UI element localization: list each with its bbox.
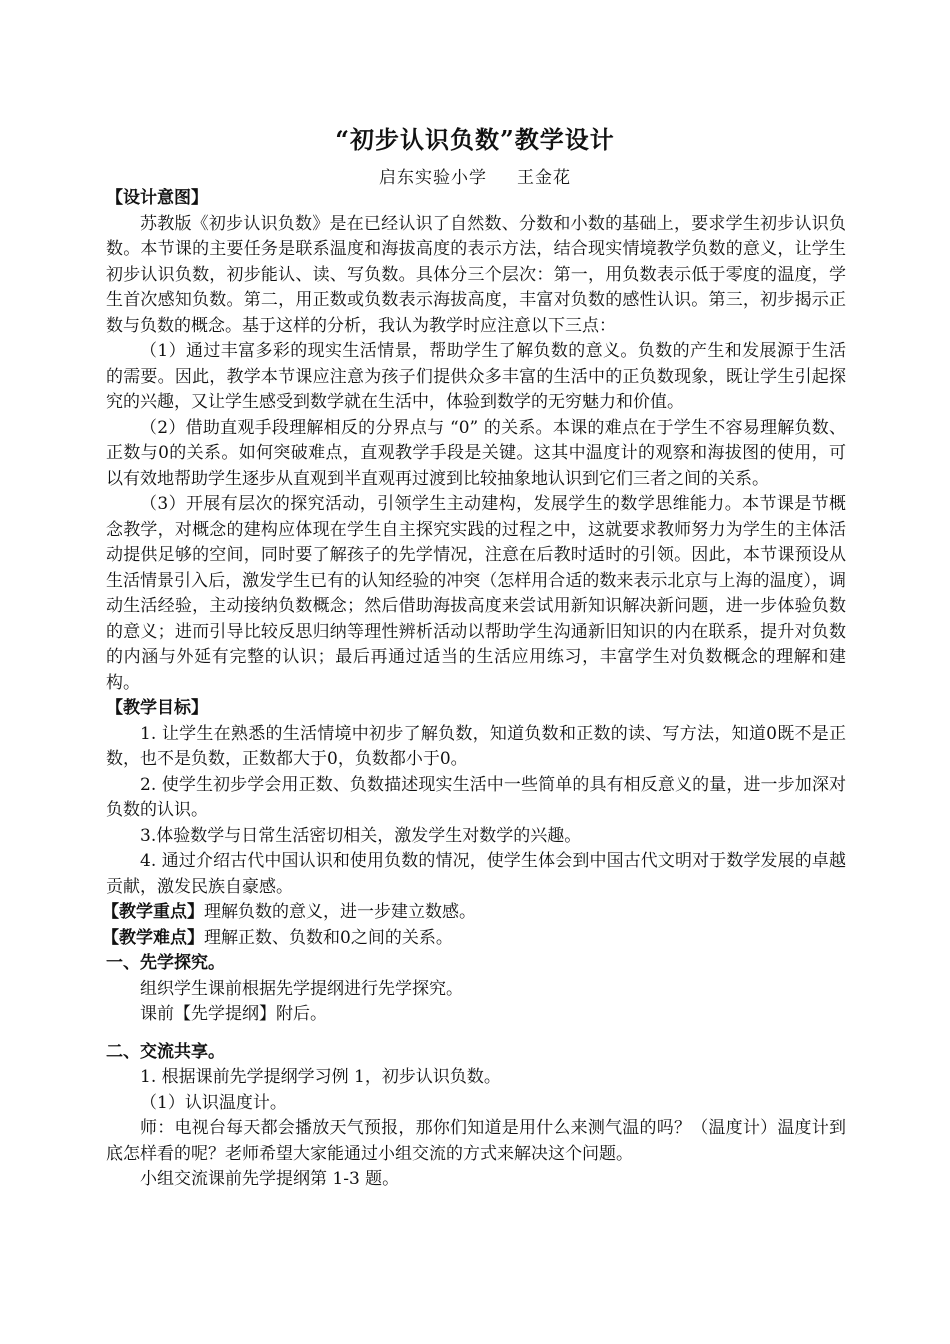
design-intent-point-1: （1）通过丰富多彩的现实生活情景，帮助学生了解负数的意义。负数的产生和发展源于生活的需要。因此，教学本节课应注意为孩子们提供众多丰富的生活中的正负数现象，既让学生引起探究的兴趣，又让学生感受到数学就在生活中，体验到数学的无穷魅力和价值。 <box>106 341 846 412</box>
section-2-heading: 二、交流共享。 <box>106 1041 225 1062</box>
section-1-line: 组织学生课前根据先学提纲进行先学探究。 <box>140 978 463 999</box>
objective-item: 3.体验数学与日常生活密切相关，激发学生对数学的兴趣。 <box>140 825 582 846</box>
objective-item: 2. 使学生初步学会用正数、负数描述现实生活中一些简单的具有相反意义的量，进一步加深对负数的认识。 <box>106 774 846 820</box>
objectives-heading: 【教学目标】 <box>106 698 208 718</box>
page-title: “初步认识负数”教学设计 <box>335 125 615 154</box>
document-body <box>102 186 846 1193</box>
section-2-line: 师：电视台每天都会播放天气预报，那你们知道是用什么来测气温的吗？（温度计）温度计到底怎样看的呢？老师希望大家能通过小组交流的方式来解决这个问题。 <box>106 1118 846 1164</box>
author-name: 王金花 <box>517 168 571 188</box>
design-intent-heading: 【设计意图】 <box>106 188 208 208</box>
section-2-line: 1. 根据课前先学提纲学习例 1，初步认识负数。 <box>140 1067 501 1087</box>
school-name: 启东实验小学 <box>379 168 487 188</box>
key-point-text: 理解负数的意义，进一步建立数感。 <box>204 902 476 922</box>
section-2-line: 小组交流课前先学提纲第 1-3 题。 <box>140 1169 400 1189</box>
design-intent-point-2: （2）借助直观手段理解相反的分界点与 “0” 的关系。本课的难点在于学生不容易理解负数、正数与0的关系。如何突破难点，直观教学手段是关键。这其中温度计的观察和海拔图的使用，可以有效地帮助学生逐步从直观到半直观再过渡到比较抽象地认识到它们三者之间的关系。 <box>106 417 846 489</box>
difficulty-text: 理解正数、负数和0之间的关系。 <box>204 927 453 948</box>
key-point-label: 【教学重点】 <box>102 902 204 922</box>
section-1-line: 课前【先学提纲】附后。 <box>140 1004 327 1024</box>
section-1-heading: 一、先学探究。 <box>106 953 225 973</box>
design-intent-point-3: （3）开展有层次的探究活动，引领学生主动建构，发展学生的数学思维能力。本节课是节概念教学，对概念的建构应体现在学生自主探究实践的过程之中，这就要求教师努力为学生的主体活动提供足够的空间，同时要了解孩子的先学情况，注意在后教时适时的引领。因此，本节课预设从生活情景引入后，激发学生已有的认知经验的冲突（怎样用合适的数来表示北京与上海的温度），调动生活经验，主动接纳负数概念；然后借助海拔高度来尝试用新知识解决新问题，进一步体验负数的意义；进而引导比较反思归纳等理性辨析活动以帮助学生沟通新旧知识的内在联系，提升对负数的内涵与外延有完整的认识；最后再通过适当的生活应用练习，丰富学生对负数概念的理解和建构。 <box>106 494 846 693</box>
objective-item: 4. 通过介绍古代中国认识和使用负数的情况，使学生体会到中国古代文明对于数学发展的卓越贡献，激发民族自豪感。 <box>106 851 846 897</box>
spacer <box>106 1028 846 1040</box>
section-2-line: （1）认识温度计。 <box>140 1092 287 1113</box>
key-point <box>102 900 846 926</box>
difficulty-label: 【教学难点】 <box>102 927 204 948</box>
design-intent-intro: 苏教版《初步认识负数》是在已经认识了自然数、分数和小数的基础上，要求学生初步认识负数。本节课的主要任务是联系温度和海拔高度的表示方法，结合现实情境教学负数的意义，让学生初步认识负数，初步能认、读、写负数。具体分三个层次：第一，用负数表示低于零度的温度，学生首次感知负数。第二，用正数或负数表示海拔高度，丰富对负数的感性认识。第三，初步揭示正数与负数的概念。基于这样的分析，我认为教学时应注意以下三点： <box>106 213 846 336</box>
byline <box>0 163 950 188</box>
difficulty <box>102 926 846 952</box>
objective-item: 1. 让学生在熟悉的生活情境中初步了解负数，知道负数和正数的读、写方法，知道0既不是正数，也不是负数，正数都大于0，负数都小于0。 <box>106 723 846 769</box>
